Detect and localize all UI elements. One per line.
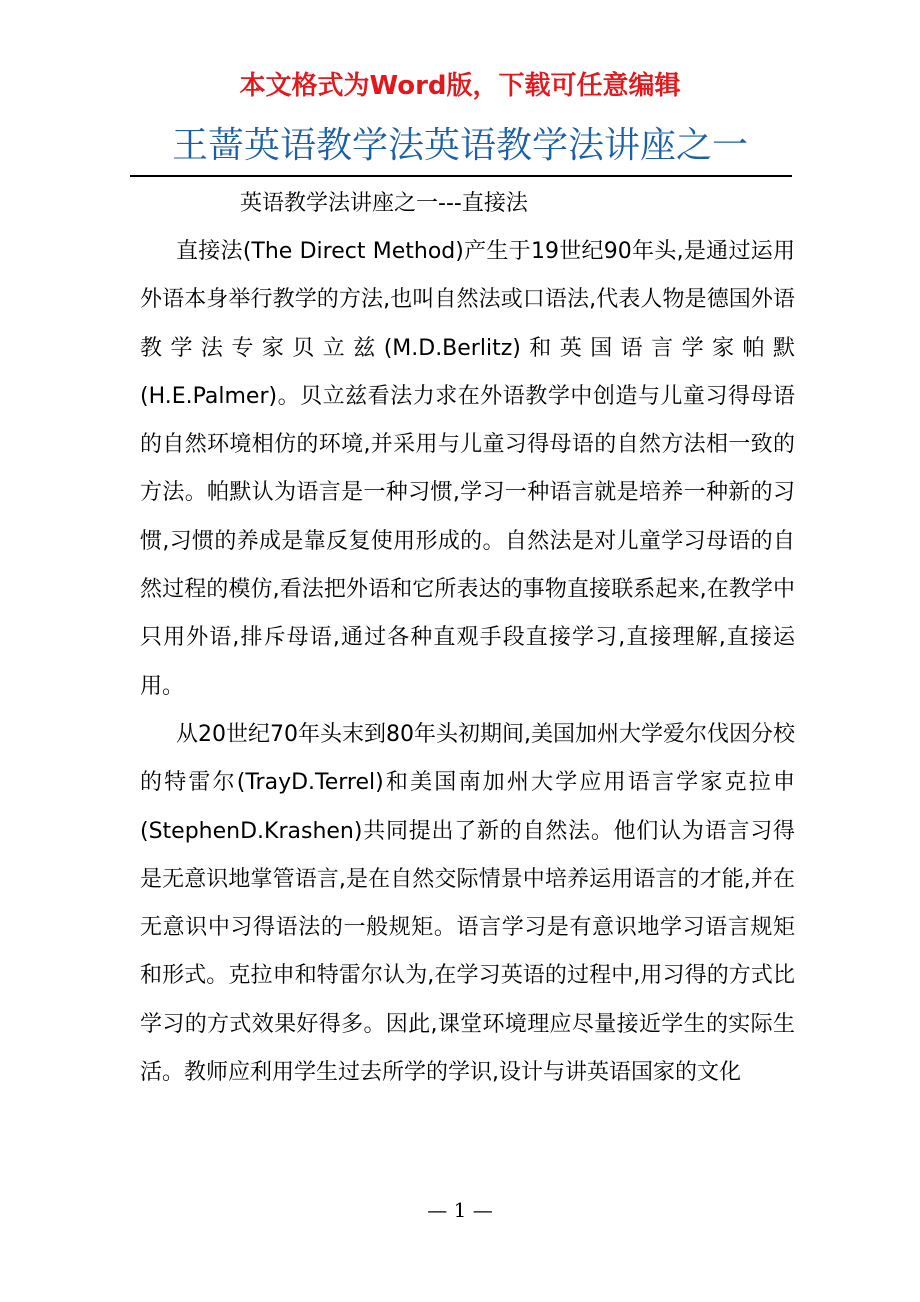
document-title: 王蔷英语教学法英语教学法讲座之一 bbox=[171, 125, 748, 166]
format-notice: 本文格式为Word版，下载可任意编辑 bbox=[239, 71, 681, 101]
title-divider bbox=[130, 175, 792, 177]
paragraph-direct-method: 直接法(The Direct Method)产生于19世纪90年头,是通过运用外语本身举行教学的方法,也叫自然法或口语法,代表人物是德国外语教学法专家贝立兹(M.D.Berlitz)和英国语言学家帕默(H.E.Palmer)。贝立兹看法力求在外语教学中创造与儿童习得母语的自然环境相仿的环境,并采用与儿童习得母语的自然方法相一致的方法。帕默认为语言是一种习惯,学习一种语言就是培养一种新的习惯,习惯的养成是靠反复使用形成的。自然法是对儿童学习母语的自然过程的模仿,看法把外语和它所表达的事物直接联系起来,在教学中只用外语,排斥母语,通过各种直观手段直接学习,直接理解,直接运用。 bbox=[140, 239, 795, 699]
page-number: — 1 — bbox=[427, 1198, 493, 1222]
paragraph-natural-approach: 从20世纪70年头末到80年头初期间,美国加州大学爱尔伐因分校的特雷尔(TrayD.Terrel)和美国南加州大学应用语言学家克拉申(StephenD.Krashen)共同提出了新的自然法。他们认为语言习得是无意识地掌管语言,是在自然交际情景中培养运用语言的才能,并在无意识中习得语法的一般规矩。语言学习是有意识地学习语言规矩和形式。克拉申和特雷尔认为,在学习英语的过程中,用习得的方式比学习的方式效果好得多。因此,课堂环境理应尽量接近学生的实际生活。教师应利用学生过去所学的学识,设计与讲英语国家的文化 bbox=[140, 721, 795, 1086]
document-body bbox=[140, 180, 795, 1097]
section-subheading: 英语教学法讲座之一---直接法 bbox=[240, 191, 528, 216]
